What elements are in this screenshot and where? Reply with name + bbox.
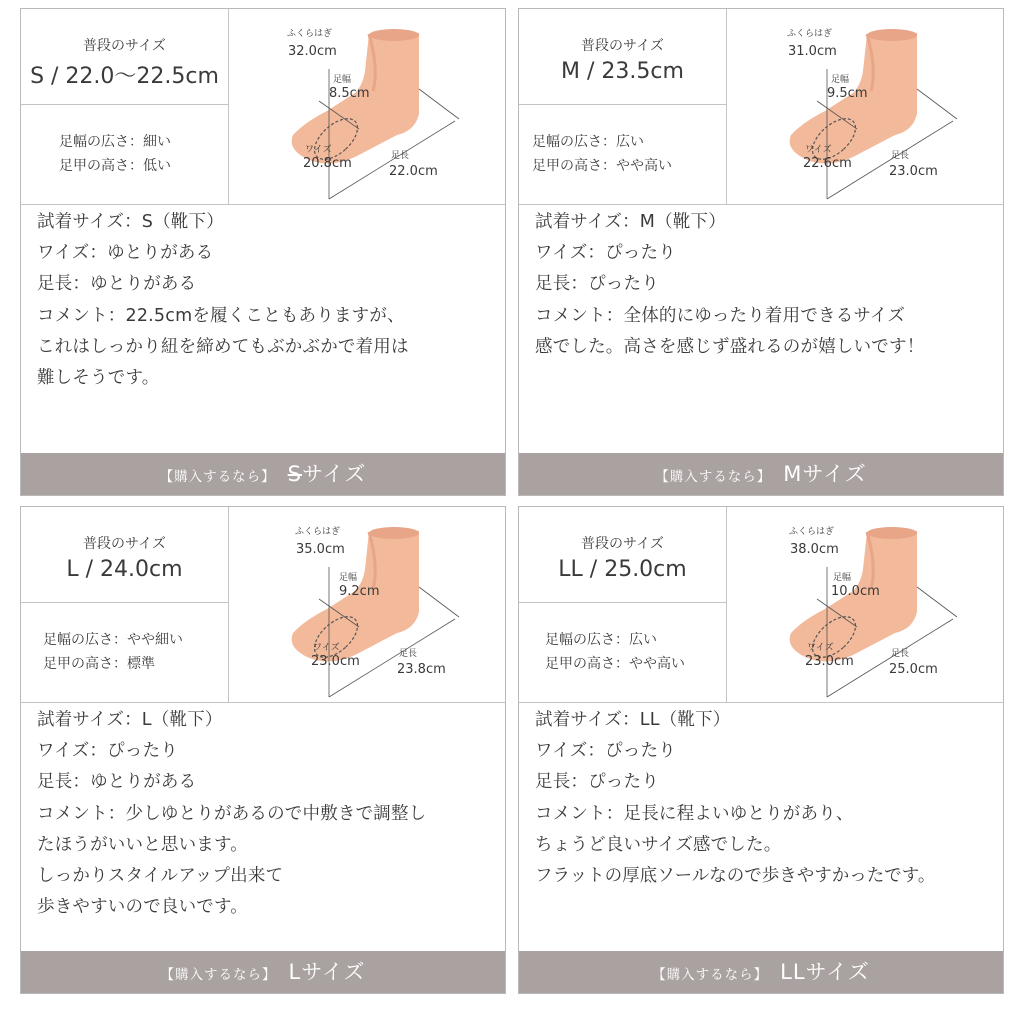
review-line: コメント：全体的にゆったり着用できるサイズ [535,305,906,326]
review-line: 足長：ゆとりがある [37,772,197,793]
foot-icon [229,507,505,702]
usual-size-label: 普段のサイズ [581,536,664,552]
foot-length-value: 25.0cm [889,662,938,677]
review-line: 歩きやすいので良いです。 [37,897,248,918]
review-line: コメント：22.5cmを履くこともありますが、 [37,305,405,326]
review-line: たほうがいいと思います。 [37,834,248,855]
instep-trait: 足甲の高さ：低い [59,158,171,174]
foot-width-label: 足幅 [333,75,352,85]
usual-size-value: LL / 25.0cm [558,557,687,582]
wise-label: ワイズ [805,145,832,155]
wise-value: 23.0cm [805,654,854,669]
usual-size-box [519,9,726,105]
buy-size-letter: M [783,462,803,486]
instep-trait: 足甲の高さ：やや高い [532,158,672,174]
buy-size-suffix: サイズ [805,960,870,984]
review-line: 試着サイズ：M（靴下） [535,212,726,232]
foot-width-label: 足幅 [833,573,852,583]
foot-traits [519,105,726,204]
review-line: コメント：少しゆとりがあるので中敷きで調整し [37,803,427,824]
foot-length-label: 足長 [891,151,910,161]
buy-size-button[interactable] [21,951,505,993]
foot-length-label: 足長 [399,649,418,659]
review-text [37,705,503,923]
wise-value: 23.0cm [311,654,360,669]
foot-width-value: 9.5cm [827,86,868,101]
size-card-s [20,8,506,496]
foot-icon [229,9,505,204]
usual-size-label: 普段のサイズ [83,536,166,552]
card-header [519,507,1003,703]
buy-size-letter: S [287,462,302,486]
buy-lead-text: 【購入するなら】 [655,469,772,485]
review-line: これはしっかり紐を締めてもぶかぶかで着用は [37,336,409,357]
review-line: 足長：ぴったり [535,772,659,793]
review-text [535,207,1001,363]
foot-width-trait: 足幅の広さ：広い [545,632,657,648]
buy-lead-text: 【購入するなら】 [652,967,769,983]
review-line: 難しそうです。 [37,367,160,388]
foot-width-trait: 足幅の広さ：やや細い [43,632,183,648]
review-line: 足長：ゆとりがある [37,274,197,295]
card-header [21,507,505,703]
usual-size-label: 普段のサイズ [83,38,166,54]
calf-value: 35.0cm [296,542,345,557]
review-line: 試着サイズ：LL（靴下） [535,710,731,730]
buy-size-button[interactable] [21,453,505,495]
foot-traits [21,603,228,702]
size-info [21,507,229,702]
wise-value: 20.8cm [303,156,352,171]
buy-size-suffix: サイズ [802,462,867,486]
foot-width-value: 8.5cm [329,86,370,101]
foot-width-trait: 足幅の広さ：広い [532,134,644,150]
card-header [21,9,505,205]
wise-label: ワイズ [313,643,340,653]
usual-size-box [21,9,228,105]
buy-size-letter: L [288,960,302,984]
size-card-m [518,8,1004,496]
foot-width-value: 10.0cm [831,584,880,599]
buy-size-button[interactable] [519,951,1003,993]
review-line: ワイズ：ぴったり [535,243,676,264]
calf-label: ふくらはぎ [287,29,333,39]
foot-illustration [727,9,1003,204]
size-info [519,9,727,204]
usual-size-value: L / 24.0cm [66,557,183,582]
review-line: ワイズ：ぴったり [535,741,676,762]
foot-icon [727,9,1003,204]
foot-illustration [727,507,1003,702]
foot-width-value: 9.2cm [339,584,380,599]
foot-illustration [229,9,505,204]
buy-size-button[interactable] [519,453,1003,495]
foot-width-label: 足幅 [339,573,358,583]
usual-size-box [519,507,726,603]
foot-length-value: 23.0cm [889,164,938,179]
review-line: ワイズ：ゆとりがある [37,243,214,264]
instep-trait: 足甲の高さ：やや高い [545,656,685,672]
usual-size-label: 普段のサイズ [581,38,664,54]
size-info [21,9,229,204]
buy-size-text [780,960,870,984]
review-line: フラットの厚底ソールなので歩きやすかったです。 [535,865,936,886]
buy-size-text [288,960,365,984]
review-line: コメント：足長に程よいゆとりがあり、 [535,803,854,824]
wise-label: ワイズ [807,643,834,653]
foot-illustration [229,507,505,702]
calf-label: ふくらはぎ [787,29,833,39]
instep-trait: 足甲の高さ：標準 [43,656,155,672]
calf-label: ふくらはぎ [295,527,341,537]
foot-width-trait: 足幅の広さ：細い [59,134,171,150]
wise-value: 22.6cm [803,156,852,171]
card-header [519,9,1003,205]
buy-size-text [288,462,367,486]
buy-lead-text: 【購入するなら】 [160,967,277,983]
review-line: ワイズ：ぴったり [37,741,178,762]
buy-size-letter: LL [780,960,806,984]
foot-width-label: 足幅 [831,75,850,85]
usual-size-value: M / 23.5cm [561,59,684,84]
foot-icon [727,507,1003,702]
foot-traits [21,105,228,204]
usual-size-value: S / 22.0～22.5cm [30,64,219,89]
review-line: 感でした。高さを感じず盛れるのが嬉しいです！ [535,336,925,357]
foot-length-value: 22.0cm [389,164,438,179]
calf-value: 31.0cm [788,44,837,59]
foot-length-label: 足長 [391,151,410,161]
buy-size-text [783,462,866,486]
size-card-ll [518,506,1004,994]
calf-value: 32.0cm [288,44,337,59]
foot-traits [519,603,726,702]
review-text [535,705,1001,892]
review-line: しっかりスタイルアップ出来て [37,865,284,886]
foot-length-value: 23.8cm [397,662,446,677]
wise-label: ワイズ [305,145,332,155]
size-info [519,507,727,702]
buy-lead-text: 【購入するなら】 [159,469,276,485]
review-line: ちょうど良いサイズ感でした。 [535,834,782,855]
foot-length-label: 足長 [891,649,910,659]
buy-size-suffix: サイズ [302,462,367,486]
calf-value: 38.0cm [790,542,839,557]
usual-size-box [21,507,228,603]
calf-label: ふくらはぎ [789,527,835,537]
buy-size-suffix: サイズ [301,960,366,984]
size-card-l [20,506,506,994]
review-text [37,207,503,394]
review-line: 試着サイズ：S（靴下） [37,212,224,232]
review-line: 試着サイズ：L（靴下） [37,710,223,730]
review-line: 足長：ぴったり [535,274,659,295]
